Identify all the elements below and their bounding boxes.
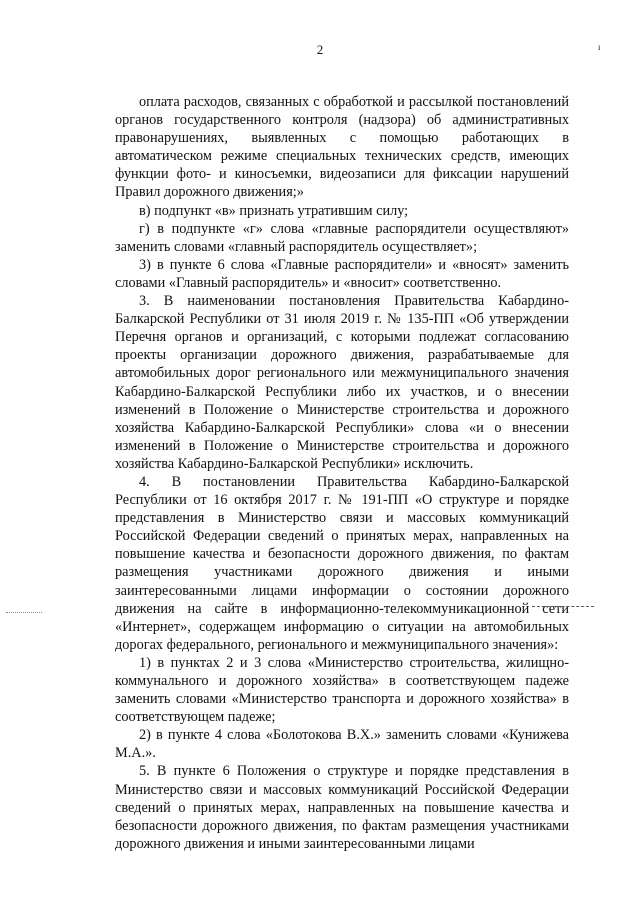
paragraph: оплата расходов, связанных с обработкой и рассылкой постановлений органов государственного контроля (надзора) об административных правонарушениях, выявленных с помощью работающих в автоматическом режиме специальных технических средств, имеющих функции фото- и киносъемки, видеозаписи для фиксации нарушений Правил дорожного движения;» — [115, 94, 569, 201]
paragraph: 4. В постановлении Правительства Кабардино-Балкарской Республики от 16 октября 2017 г. № 191-ПП «О структуре и порядке представления в Министерство связи и массовых коммуникаций Российской Федерации сведений о принятых мерах, направленных на повышение качества и безопасности дорожного движения, по фактам размещения участниками дорожного движения и иными заинтересованными лицами информации о состоянии дорожного движения на сайте в информационно-телекоммуникационной сети «Интернет», содержащем информацию о ситуации на автомобильных дорогах федерального, регионального и межмуниципального значения»: — [115, 473, 569, 653]
paragraph: 3) в пункте 6 слова «Главные распорядители» и «вносят» заменить словами «Главный распорядитель» и «вносит» соответственно. — [115, 256, 569, 291]
scan-margin-mark — [6, 612, 42, 613]
paragraph: г) в подпункте «г» слова «главные распорядители осуществляют» заменить словами «главный распорядитель осуществляет»; — [115, 220, 569, 255]
page-number: 2 — [316, 42, 324, 57]
paragraph: 2) в пункте 4 слова «Болотокова В.Х.» заменить словами «Кунижева М.А.». — [115, 727, 569, 762]
paragraph: 5. В пункте 6 Положения о структуре и порядке представления в Министерство связи и массовых коммуникаций Российской Федерации сведений о принятых мерах, направленных на повышение качества и безопасности дорожного движения, по фактам размещения участниками дорожного движения и иными заинтересованными лицами — [115, 763, 569, 852]
paragraph: в) подпункт «в» признать утратившим силу; — [139, 202, 409, 219]
paragraph: 3. В наименовании постановления Правительства Кабардино-Балкарской Республики от 31 июля 2019 г. № 135-ПП «Об утверждении Перечня органов и организаций, с которыми подлежат согласованию проекты организации дорожного движения, разрабатываемые для автомобильных дорог регионального или межмуниципального значения Кабардино-Балкарской Республики либо их участков, и о внесении изменений в Положение о Министерстве строительства и дорожного хозяйства Кабардино-Балкарской Республики» слова «и о внесении изменений в Положение о Министерстве строительства и дорожного хозяйства Кабардино-Балкарской Республики» исключить. — [115, 293, 569, 472]
scan-margin-mark — [532, 606, 594, 607]
document-body — [115, 93, 569, 853]
paragraph: 1) в пунктах 2 и 3 слова «Министерство строительства, жилищно-коммунального и дорожного хозяйства» в соответствующем падеже заменить словами «Министерство транспорта и дорожного хозяйства» в соответствующем падеже; — [115, 654, 569, 726]
corner-mark: ı — [598, 42, 601, 52]
